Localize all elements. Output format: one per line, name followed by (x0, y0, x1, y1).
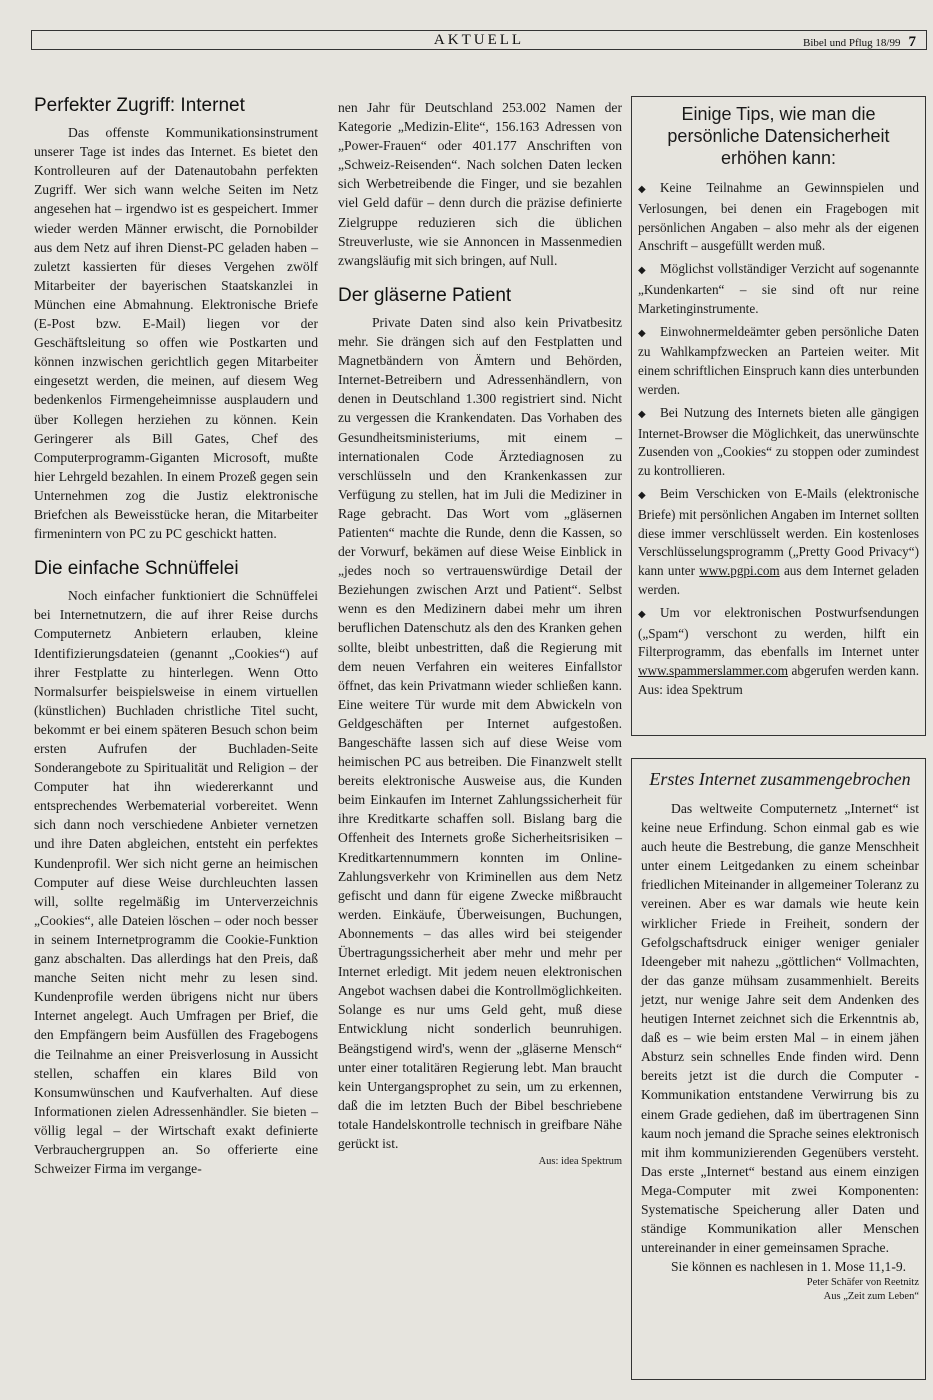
paragraph: Das weltweite Computernetz „Internet“ ist keine neue Erfindung. Schon einmal gab es wie auch heute die Bestrebung, die ganze Menschheit unter einem Leitgedanken zu einem scheinbar friedlichen Miteinander in allgemeiner Toleranz zu vereinen. Aber es war damals wie heute kein wirklicher Friede in Freiheit, sondern der Gefolgschaftsdruck einiger weniger genialer Ideengeber mit nahezu „göttlichen“ Vollmachten, der das ganze mühsam zusammenhielt. Bereits jetzt, nur wenige Jahre seit dem Andenken des heutigen Internet zeichnet sich die Erkenntnis ab, daß es – wie beim ersten Mal – in einem jähen Absturz sein schnelles Ende finden wird. Denn bereits jetzt ist die durch die Computer - Kommunikation entstandene Verwirrung bis zu einem Grade gediehen, daß im übertragenen Sinn kaum noch jemand die Sprache seines elektronisch mit ihm kommunizierenden Gegenübers versteht. Das erste „Internet“ bestand aus einem einzigen Mega-Computer mit zwei Komponenten: Systematische Speicherung aller Daten und ständige Kommunikation aller Menschen untereinander in einer gemeinsamen Sprache. (641, 801, 919, 1256)
pgpi-link[interactable]: www.pgpi.com (699, 563, 780, 579)
publication-issue: Bibel und Pflug 18/99 (803, 37, 901, 49)
page-header (31, 30, 927, 50)
diamond-bullet-icon: ◆ (638, 265, 646, 277)
diamond-bullet-icon: ◆ (638, 608, 646, 620)
heading-schnueffelei: Die einfache Schnüffelei (34, 558, 239, 580)
section-title: AKTUELL (433, 32, 525, 48)
author: Peter Schäfer von Reetnitz (806, 1277, 919, 1289)
sidebar-article-box (631, 758, 926, 1380)
sidebar-source: Aus „Zeit zum Leben“ (823, 1291, 919, 1303)
tip-item: ◆ Einwohnermeldeämter geben persönliche Daten zu Wahlkampfzwecken an Parteien weiter. Mit einem schriftlichen Einspruch kann dies unterbunden werden. (638, 323, 919, 397)
tip-item: ◆ Keine Teilnahme an Gewinnspielen und Verlosungen, bei denen ein Fragebogen mit persönlichen Angaben – also mehr als der eigenen Anschrift – ausgefüllt werden muß. (638, 180, 919, 254)
paragraph: Noch einfacher funktioniert die Schnüffelei bei Internetnutzern, die auf ihrer Reise durchs Computernetz Anbietern erlauben, kleine Identifizierungsdateien (genannt „Cookies“) auf ihrer Festplatte zu hinterlegen. Wenn Otto Normalsurfer beispielsweise in einem virtuellen (künstlichen) Buchladen christliche Titel sucht, bekommt er bei einem späteren Besuch schon beim ersten Aufrufen der Buchladen-Seite Sonderangebote zu Spiritualität und Religion – der Computer hat ihn wiedererkannt und entsprechendes Werbematerial vorbereitet. Wenn sich dann noch verschiedene Anbieter vernetzen und ihre Daten abgleichen, entsteht ein perfektes Kundenprofil. Wer sich nicht gerne an heimischen Computer auf diese Weise durchleuchten lassen will, sollte regelmäßig im Unterverzeichnis „Cookies“, alle Dateien löschen – oder noch besser in seinem Internetprogramm die Cookie-Funktion ganz abschalten. Das allerdings hat den Preis, daß manche Seiten nicht mehr zu lesen sind. Kundenprofile werden übrigens nicht nur übers Internet angelegt. Auch Umfragen per Brief, die den Empfängern beim Ausfüllen des Fragebogens die Teilnahme an einer Preisverlosung in Aussicht stellen, schaffen ein klares Bild von Konsumwünschen und Kaufverhalten. Auf diese Informationen zielen Adressenhändler. Sie bieten – völlig legal – der Wirtschaft exakt definierte Verbrauchergruppen an. So offerierte eine Schweizer Firma im vergange- (34, 588, 318, 1177)
paragraph: nen Jahr für Deutschland 253.002 Namen der Kategorie „Medizin-Elite“, 156.163 Adressen von „Power-Frauen“ oder 401.177 Anschriften von „Schweiz-Reisenden“. Nach solchen Daten lecken sich Werbetreibende die Finger, und sie bezahlen viel Geld dafür – denn durch die präzise definierte Zielgruppe reduzieren sich die üblichen Streuverluste, wie sie Annoncen in Massenmedien zwangsläufig mit sich bringen, auf Null. (338, 100, 622, 268)
article-column-2 (338, 98, 622, 1169)
paragraph: Private Daten sind also kein Privatbesitz mehr. Sie drängen sich auf den Festplatten und Magnetbändern von Ämtern und Behörden, Internet-Betreibern und Adressenhändlern, von denen in Deutschland 1.300 registriert sind. Nicht zu vergessen die Krankendaten. Das Vorhaben des Gesundheitsministeriums, mit einem –internationalen Code Ärztediagnosen zu verschlüsseln und den Krankenkassen zur Verfügung zu stellen, hat im Juli die Mediziner in Rage gebracht. Das Wort vom „gläsernen Patienten“ machte die Runde, denn die Kassen, so der Vorwurf, bekämen auf diese Weise Einblick in „jedes noch so vertrauenswürdige Detail der Beziehungen zwischen Arzt und Patient“. Selbst wenn es den Medizinern dabei mehr um ihren beruflichen Datenschutz als den des Kranken gehen sollte, bleibt unbestritten, daß die Regierung mit dem neuen Verfahren ein weiteres Einfallstor öffnet, das kein Privatmann wieder schließen kann. Eine weitere Tür wurde mit dem Abwickeln von Geldgeschäften per Internet aufgestoßen. Bangeschäfte lassen sich auf diese Weise vom heimischen PC aus betreiben. Die Finanzwelt stellt bereits elektronische Ausweise aus, die Kunden beim Einkaufen im Internet Zahlungssicherheit für ihre Kreditkarte schaffen soll. Bislang barg die Offenheit des Internets große Sicherheitsrisiken – Kreditkartennummern konnten im Online-Zahlungsverkehr von Kriminellen aus dem Netz gefischt und dann für eigene Zwecke mißbraucht werden. Einkäufe, Überweisungen, Buchungen, Abonnements – das alles wird bei steigender Übertragungssicherheit aber mehr und mehr per Internet erledigt. Mit jedem neuen elektronischen Angebot wachsen dabei die Kontrollmöglichkeiten. Solange es nur ums Geld geht, muß diese Entwicklung nicht sonderlich beunruhigen. Beängstigend wird's, wenn der „gläserne Mensch“ unter einer totalitären Regierung lebt. Man braucht kein Untergangsprophet zu sein, um zu erkennen, daß die im letzten Buch der Bibel beschriebene totale Handelskontrolle technisch in greifbare Nähe gerückt ist. (338, 314, 622, 1151)
heading-perfekter-zugriff: Perfekter Zugriff: Internet (34, 95, 245, 116)
tips-box (631, 96, 926, 736)
diamond-bullet-icon: ◆ (638, 184, 646, 195)
tip-item: ◆ Beim Verschicken von E-Mails (elektronische Briefe) mit persönlichen Angaben im Internet sollten diese immer verschlüsselt werden. Ein kostenloses Verschlüsselungsprogramm („Pretty Good Privacy“) kann unter www.pgpi.com aus dem Internet geladen werden. (638, 485, 919, 597)
heading-glaeserne-patient: Der gläserne Patient (338, 284, 512, 306)
diamond-bullet-icon: ◆ (638, 408, 646, 420)
diamond-bullet-icon: ◆ (638, 489, 646, 501)
tip-item: ◆ Möglichst vollständiger Verzicht auf sogenannte „Kundenkarten“ – sie sind oft nur reine Marketinginstrumente. (638, 261, 919, 316)
tips-title: Einige Tips, wie man die persönliche Datensicherheit erhöhen kann: (667, 104, 890, 168)
diamond-bullet-icon: ◆ (638, 327, 646, 339)
header-info (803, 34, 916, 51)
paragraph: Sie können es nachlesen in 1. Mose 11,1-9. (671, 1259, 907, 1275)
page-number: 7 (908, 34, 916, 50)
paragraph: Das offenste Kommunikationsinstrument unserer Tage ist indes das Internet. Es bietet den Kontrolleuren auf der Datenautobahn perfekten Zugriff. Wer sich wann welche Seiten im Netz angesehen hat – irgendwo ist es gespeichert. Immer wieder werden Männer erwischt, die Pornobilder aus dem Netz auf ihren Dienst-PC geladen haben – zuletzt kassierten für dieses Vergehen zwölf Mitarbeiter der bayerischen Staatskanzlei in München eine Abmahnung. Elektronische Briefe (E-Post bzw. E-Mail) liegen vor der Geschäftsleitung so offen wie Postkarten und können inzwischen gerichtlich gegen Mitarbeiter eingesetzt werden, die meinen, auf diesem Weg bedenkenlos Firmengeheimnisse ausplaudern und über Kollegen herziehen zu können. Kein Geringerer als Bill Gates, Chef des Computerprogramm-Giganten Microsoft, mußte hier Lehrgeld bezahlen. In einem Prozeß gegen sein Unternehmen zog die Justiz elektronische Briefchen als Beweisstücke heran, die Mitarbeiter firmenintern von PC zu PC geschickt hatten. (34, 125, 318, 542)
tip-item: ◆ Bei Nutzung des Internets bieten alle gängigen Internet-Browser die Möglichkeit, das unerwünschte Zusenden von „Cookies“ zu stoppen oder zumindest zu kontrollieren. (638, 404, 919, 479)
article-column-1 (34, 96, 318, 1178)
spammerslammer-link[interactable]: www.spammerslammer.com (638, 663, 789, 679)
article-source: Aus: idea Spektrum (538, 1156, 622, 1168)
sidebar-article-title: Erstes Internet zusammengebrochen (649, 769, 911, 789)
tips-source: Aus: idea Spektrum (638, 681, 743, 697)
tip-item: ◆ Um vor elektronischen Postwurfsendungen („Spam“) verschont zu werden, hilft ein Filterprogramm, das ebenfalls im Internet unter www.spammerslammer.com abgerufen werden kann. Aus: idea Spektrum (638, 604, 919, 697)
